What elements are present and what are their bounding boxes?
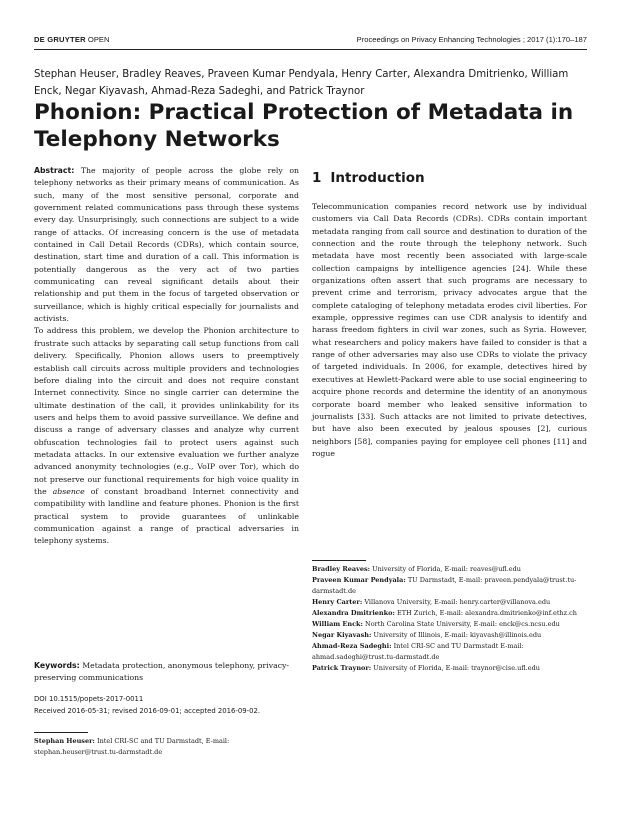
affiliation-text: North Carolina State University, E-mail: enck@cs.ncsu.edu <box>365 620 560 629</box>
running-header <box>34 35 587 49</box>
keywords-label: Keywords: <box>34 661 80 670</box>
section-heading <box>312 170 425 186</box>
affiliation-item <box>312 597 587 608</box>
abstract <box>34 165 299 548</box>
affiliation-name: Praveen Kumar Pendyala: <box>312 576 406 585</box>
paper-title: Phonion: Practical Protection of Metadata in Telephony Networks <box>34 100 574 152</box>
affiliation-item <box>312 630 587 641</box>
affiliation-item <box>312 619 587 630</box>
publisher-bold: DE GRUYTER <box>34 35 86 44</box>
publication-info <box>34 693 299 717</box>
affiliation-text: TU Darmstadt, E-mail: praveen.pendyala@trust.tu-darmstadt.de <box>312 576 577 596</box>
affiliation-text: University of Illinois, E-mail: kiyavash@illinois.edu <box>373 631 542 640</box>
affiliation-item <box>312 575 587 597</box>
keywords <box>34 660 299 685</box>
publisher <box>34 35 109 44</box>
keywords-text: Metadata protection, anonymous telephony, privacy-preserving communications <box>34 661 290 683</box>
footnote-left <box>34 736 299 758</box>
author-list: Stephan Heuser, Bradley Reaves, Praveen Kumar Pendyala, Henry Carter, Alexandra Dmitrienko, William Enck, Negar Kiyavash, Ahmad-Reza Sadeghi, and Patrick Traynor <box>34 69 569 97</box>
abstract-paragraph-1 <box>34 165 299 325</box>
affiliation-item <box>312 608 587 619</box>
footnote-rule-right <box>312 560 366 561</box>
affiliation-text: University of Florida, E-mail: reaves@ufl.edu <box>372 565 521 573</box>
abstract-text-1: The majority of people across the globe rely on telephony networks as their primary means of communication. As such, many of the most sensitive personal, corporate and government related communications pass through these systems every day. Unsurprisingly, such connections are subject to a wide range of attacks. Of increasing concern is the use of metadata contained in Call Detail Records (CDRs), which contain source, destination, start time and duration of a call. This information is potentially dangerous as the very act of two parties communicating can reveal significant details about their relationship and put them in the focus of targeted observation or surveillance, which is highly critical especially for journalists and activists. <box>34 166 299 324</box>
affiliation-name: Ahmad-Reza Sadeghi: <box>312 642 392 651</box>
header-rule <box>34 49 587 50</box>
footnote-rule-left <box>34 732 88 733</box>
affiliation-name: Negar Kiyavash: <box>312 631 372 640</box>
author-affiliations <box>312 564 587 674</box>
affiliation-name: Henry Carter: <box>312 598 363 607</box>
footnote-text: Intel CRI-SC and TU Darmstadt, E-mail: stephan.heuser@trust.tu-darmstadt.de <box>34 737 230 757</box>
affiliation-item <box>312 564 587 575</box>
affiliation-text: Villanova University, E-mail: henry.carter@villanova.edu <box>364 598 551 607</box>
abstract-text-2a: To address this problem, we develop the Phonion architecture to frustrate such attacks by separating call setup functions from call delivery. Specifically, Phonion allows users to preemptively establish call circuits across multiple providers and technologies before dialing into the circuit and does not require constant Internet connectivity. Since no single carrier can determine the ultimate destination of the call, it provides unlinkability for its users and helps them to avoid passive surveillance. We define and discuss a range of adversary classes and analyze why current obfuscation technologies fail to protect users against such metadata attacks. In our extensive evaluation we further analyze advanced anonymity technologies (e.g., VoIP over Tor), which do not preserve our functional requirements for high voice quality in the <box>34 326 299 496</box>
abstract-paragraph-2 <box>34 325 299 547</box>
affiliation-item <box>312 663 587 674</box>
abstract-emphasis: absence <box>52 486 85 496</box>
affiliation-text: ETH Zurich, E-mail: alexandra.dmitrienko@inf.ethz.ch <box>396 609 577 618</box>
introduction-body <box>312 201 587 460</box>
intro-paragraph: Telecommunication companies record network use by individual customers via Call Data Records (CDRs). CDRs contain important metadata ranging from call source and destination to duration of the connection and the route through the telephony network. Such metadata have most recently been associated with large-scale collection campaigns by intelligence agencies [24]. While these organizations often assert that such programs are necessary to prevent crime and terrorism, privacy advocates argue that the complete cataloging of telephony metadata erodes civil liberties. For example, oppressive regimes can use CDR analysis to identify and harass freedom fighters in civil war zones, such as Syria. However, what researchers and policy makers have failed to consider is that a range of other adversaries may also use CDRs to violate the privacy of targeted individuals. In 2006, for example, detectives hired by executives at Hewlett-Packard were able to use social engineering to acquire phone records and determine the identity of an anonymous corporate board member who leaked sensitive information to journalists [33]. Such attacks are not limited to private detectives, but have also been executed by jealous spouses [2], curious neighbors [58], companies paying for employee cell phones [11] and rogue <box>312 202 587 458</box>
affiliation-item <box>312 641 587 663</box>
affiliation-text: Intel CRI-SC and TU Darmstadt E-mail: ahmad.sadeghi@trust.tu-darmstadt.de <box>312 642 524 662</box>
received-dates: Received 2016-05-31; revised 2016-09-01; accepted 2016-09-02. <box>34 707 261 715</box>
doi: DOI 10.1515/popets-2017-0011 <box>34 695 144 703</box>
affiliation-text: University of Florida, E-mail: traynor@cise.ufl.edu <box>373 664 540 673</box>
publisher-rest: OPEN <box>87 35 110 44</box>
journal-citation: Proceedings on Privacy Enhancing Technologies ; 2017 (1):170–187 <box>356 35 587 44</box>
abstract-label: Abstract: <box>34 166 75 175</box>
affiliation-name: William Enck: <box>312 620 363 629</box>
affiliation-name: Patrick Traynor: <box>312 664 372 673</box>
affiliation-name: Bradley Reaves: <box>312 565 371 573</box>
abstract-text-2b: of constant broadband Internet connectivity and compatibility with landline and feature phones. Phonion is the first practical system to provide guarantees of unlinkable communication against a range of practical adversaries in telephony systems. <box>34 486 299 546</box>
footnote-name: Stephan Heuser: <box>34 737 95 745</box>
affiliation-name: Alexandra Dmitrienko: <box>312 609 395 618</box>
section-number: 1 <box>312 170 322 186</box>
section-title: Introduction <box>330 170 425 186</box>
